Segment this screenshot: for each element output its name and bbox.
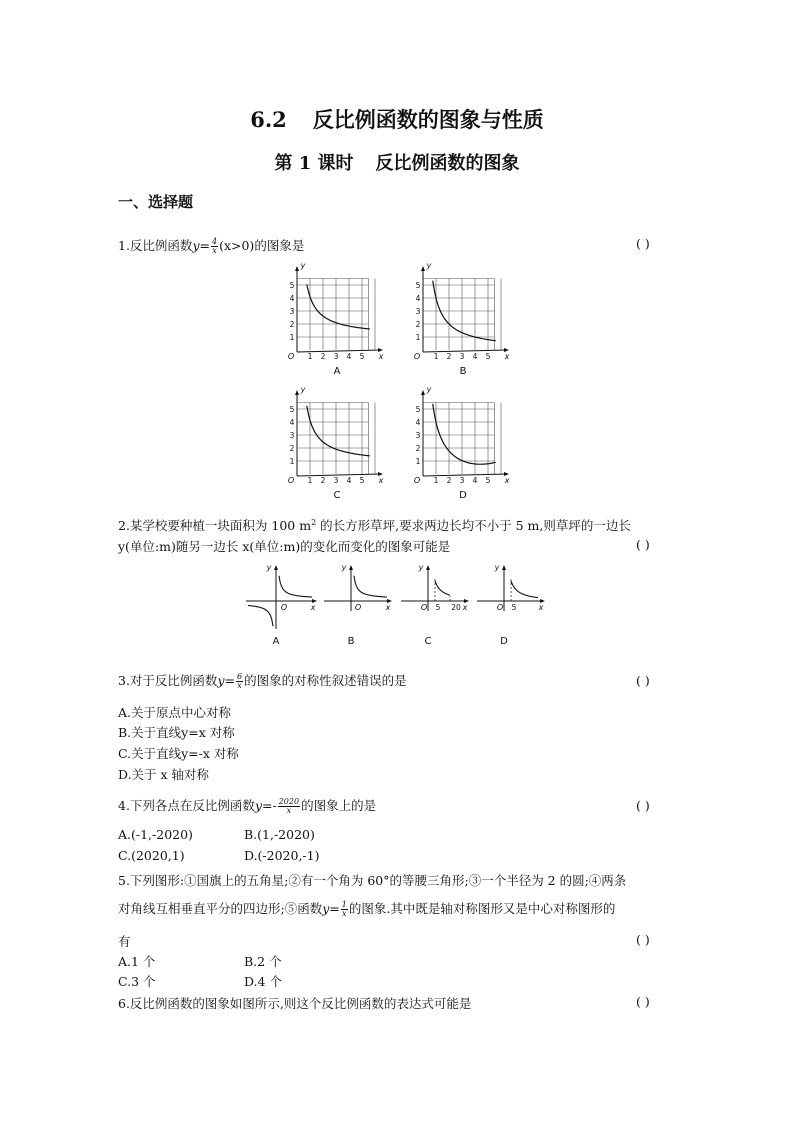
y-axis-label: y [300,385,306,394]
y-tick-label: 4 [415,418,421,427]
q2-graph-label-d: D [500,636,508,647]
x-axis-label: x [462,603,468,612]
q4-option-a[interactable]: A.(-1,-2020) [118,827,193,842]
q1-condition: (x>0) [219,238,255,253]
y-arrow [274,565,278,570]
x-tick-label: 2 [446,352,452,361]
x-tick-label: 3 [333,352,339,361]
y-tick-label: 2 [415,320,421,329]
title-text: 反比例函数的图象与性质 [312,107,544,132]
origin-label: O [413,476,421,485]
y-arrow [295,390,299,395]
q4-fraction: $\frac{2020}{x}$ [278,797,300,815]
tick-5: 5 [435,603,441,612]
x-tick-label: 2 [320,476,326,485]
x-tick-label: 3 [459,352,465,361]
graph-label-c: C [333,490,341,501]
y-tick-label: 5 [289,405,295,414]
answer-paren-2[interactable]: ( ) [636,537,650,552]
tick-5: 5 [511,603,517,612]
curve [511,581,538,598]
y-arrow [426,565,430,570]
y-tick-label: 2 [415,444,421,453]
y-axis-label: y [426,385,432,394]
x-axis-label: x [385,603,391,612]
y-tick-label: 1 [415,333,421,342]
y-axis-label: y [418,563,424,572]
q2-graph-label-c: C [424,636,432,647]
x-tick-label: 5 [359,352,365,361]
y-tick-label: 5 [289,281,295,290]
x-tick-label: 3 [333,476,339,485]
origin-label: O [287,476,295,485]
y-arrow [502,565,506,570]
curve-neg [248,606,273,627]
x-tick-label: 1 [307,352,313,361]
lesson-label: 第 1 课时 [274,153,354,174]
origin-label: O [280,603,288,612]
curve [354,576,387,597]
y-tick-label: 5 [415,281,421,290]
x-tick-label: 1 [433,352,439,361]
graph-b [421,266,509,352]
question-2-line2: y(单位:m)随另一边长 x(单位:m)的变化而变化的图象可能是 [118,539,451,554]
y-axis-label: y [266,563,272,572]
y-tick-label: 4 [289,418,295,427]
x-axis-label: x [310,603,316,612]
origin-label: O [420,603,428,612]
graph-c [295,390,383,476]
answer-paren-6[interactable]: ( ) [636,994,650,1009]
graph-a [295,266,383,352]
tick-20: 20 [451,603,461,612]
y-arrow [421,390,425,395]
y-arrow [421,266,425,271]
y-tick-label: 1 [289,333,295,342]
q3-fraction: $\frac{6}{x}$ [236,672,243,690]
answer-paren-1[interactable]: ( ) [636,236,650,251]
q5-option-d[interactable]: D.4 个 [244,974,282,989]
x-axis-label: x [378,352,384,361]
x-tick-label: 3 [459,476,465,485]
answer-paren-5[interactable]: ( ) [636,932,650,947]
y-axis-label: y [300,261,306,270]
q1-suffix: 的图象是 [254,238,305,253]
y-tick-label: 3 [415,431,421,440]
x-axis-label: x [504,352,510,361]
q1-fraction: $\frac{4}{x}$ [211,237,218,255]
q2-graph-label-b: B [347,636,355,647]
y-tick-label: 3 [289,431,295,440]
q3-option-b[interactable]: B.关于直线y=x 对称 [118,725,235,740]
question-5: 5.下列图形:①国旗上的五角星;②有一个角为 60°的等腰三角形;③一个半径为 2 的圆;④两条 [118,873,627,888]
y-arrow [349,565,353,570]
y-tick-label: 5 [415,405,421,414]
answer-paren-4[interactable]: ( ) [636,798,650,813]
y-tick-label: 2 [289,444,295,453]
curve [435,581,450,595]
q4-option-b[interactable]: B.(1,-2020) [244,827,315,842]
y-tick-label: 1 [289,457,295,466]
q5-option-b[interactable]: B.2 个 [244,954,282,969]
question-4: 4.下列各点在反比例函数y=- $\frac{2020}{x}$ 的图象上的是 [118,797,377,815]
subtitle-text: 反比例函数的图象 [375,153,520,174]
y-axis-label: y [426,261,432,270]
x-tick-label: 5 [359,476,365,485]
answer-paren-3[interactable]: ( ) [636,673,650,688]
curve [279,576,312,597]
q2-graph-label-a: A [272,636,280,647]
x-tick-label: 4 [346,476,352,485]
y-tick-label: 3 [289,307,295,316]
q3-option-a[interactable]: A.关于原点中心对称 [118,705,232,720]
y-tick-label: 4 [289,294,295,303]
origin-label: O [413,352,421,361]
x-tick-label: 5 [485,352,491,361]
x-tick-label: 2 [320,352,326,361]
q4-option-c[interactable]: C.(2020,1) [118,848,185,863]
curve [307,406,370,456]
question-3: 3.对于反比例函数y= $\frac{6}{x}$ 的图象的对称性叙述错误的是 [118,672,407,690]
x-tick-label: 5 [485,476,491,485]
x-axis-label: x [378,476,384,485]
y-tick-label: 4 [415,294,421,303]
q5-option-a[interactable]: A.1 个 [118,954,156,969]
origin-label: O [287,352,295,361]
q1-y: y= [192,238,210,253]
x-tick-label: 1 [307,476,313,485]
q5-option-c[interactable]: C.3 个 [118,974,156,989]
question-2: 2.某学校要种植一块面积为 100 $m^2$ 的长方形草坪,要求两边长均不小于 5 m,则草坪的一边长 [118,517,631,533]
graph-d [421,390,509,476]
curve [433,404,496,464]
q5-fraction: $\frac{1}{x}$ [341,900,347,918]
question-5-line2: 对角线互相垂直平分的四边形;⑤函数y= $\frac{1}{x}$ 的图象.其中既是轴对称图形又是中心对称图形的 [118,900,616,918]
x-axis-label: x [538,603,544,612]
y-axis-label: y [494,563,500,572]
q3-option-d[interactable]: D.关于 x 轴对称 [118,767,210,782]
graph-label-a: A [333,366,341,377]
x-tick-label: 1 [433,476,439,485]
title-number: 6.2 [250,107,287,132]
q3-option-c[interactable]: C.关于直线y=-x 对称 [118,746,239,761]
section-heading: 一、选择题 [118,193,194,211]
curve [307,284,370,329]
q1-prefix: 1.反比例函数 [118,238,193,253]
x-tick-label: 4 [472,352,478,361]
graph-label-b: B [459,366,467,377]
x-tick-label: 4 [472,476,478,485]
question-6: 6.反比例函数的图象如图所示,则这个反比例函数的表达式可能是 [118,996,472,1011]
y-tick-label: 1 [415,457,421,466]
origin-label: O [354,603,362,612]
x-axis-label: x [504,476,510,485]
question-5-line3: 有 [118,934,131,949]
y-tick-label: 3 [415,307,421,316]
y-arrow [295,266,299,271]
x-tick-label: 4 [346,352,352,361]
y-axis-label: y [341,563,347,572]
q4-option-d[interactable]: D.(-2020,-1) [244,848,320,863]
origin-label: O [496,603,504,612]
x-tick-label: 2 [446,476,452,485]
y-tick-label: 2 [289,320,295,329]
graph-label-d: D [459,490,467,501]
q2-graph-a [246,565,317,629]
